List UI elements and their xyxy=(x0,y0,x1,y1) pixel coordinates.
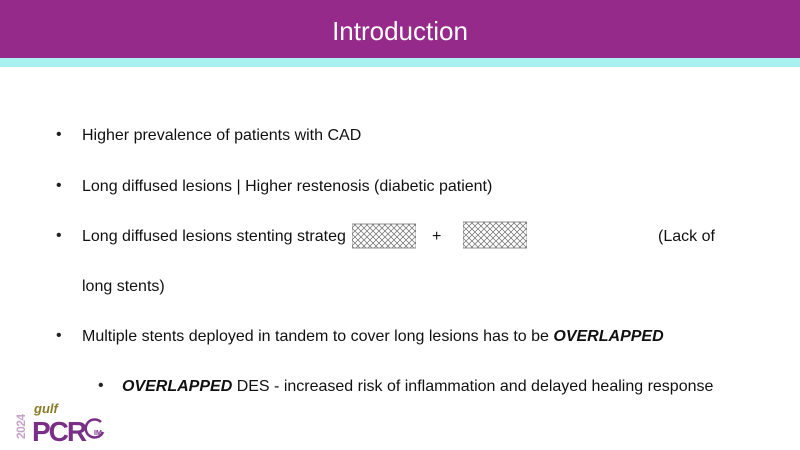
emphasis-text: OVERLAPPED xyxy=(553,328,664,345)
stent-image xyxy=(352,222,416,250)
bullet-marker: • xyxy=(56,227,62,244)
bullet-text: Multiple stents deployed in tandem to cover long lesions has to be OVERLAPPED xyxy=(82,328,664,345)
gulf-pcr-logo xyxy=(10,401,120,447)
plus-sign: + xyxy=(432,228,442,245)
logo-suffix: IM xyxy=(94,430,102,437)
bullet-text-continuation: long stents) xyxy=(82,278,165,295)
bullet-text: Long diffused lesions stenting strateg xyxy=(82,228,346,245)
logo-year: 2024 xyxy=(14,414,28,440)
sub-bullet-text: OVERLAPPED DES - increased risk of inflammation and delayed healing response xyxy=(122,378,714,395)
accent-bar xyxy=(0,58,800,67)
bullet-marker: • xyxy=(56,177,62,194)
stent-image xyxy=(463,220,527,250)
sub-bullet-marker: • xyxy=(98,377,104,394)
bullet-text: Long diffused lesions | Higher restenosis (diabetic patient) xyxy=(82,178,493,195)
bullet-marker: • xyxy=(56,126,62,143)
logo-brand: PCR xyxy=(32,416,86,447)
logo-gulf: gulf xyxy=(34,401,58,416)
emphasis-text: OVERLAPPED xyxy=(122,378,233,395)
slide-title: Introduction xyxy=(332,16,468,46)
bullet-marker: • xyxy=(56,327,62,344)
bullet-text-continuation: (Lack of xyxy=(658,228,715,245)
bullet-text: Higher prevalence of patients with CAD xyxy=(82,127,362,144)
